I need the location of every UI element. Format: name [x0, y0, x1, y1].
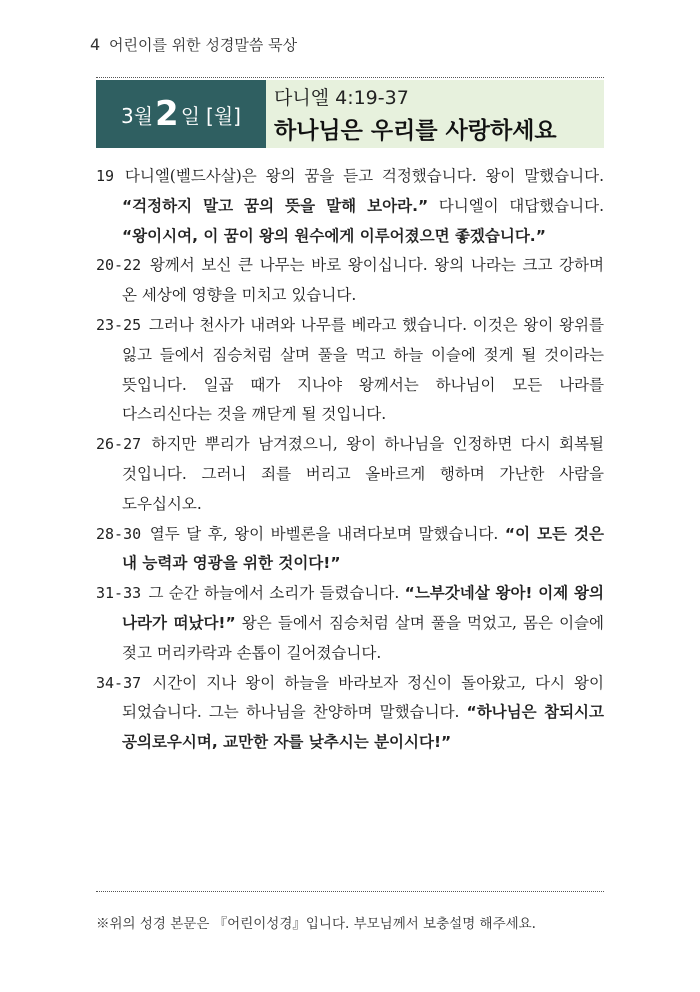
scripture-reference: 다니엘 4:19-37	[274, 87, 409, 109]
verse-text: 왕께서 보신 큰 나무는 바로 왕이십니다. 왕의 나라는 크고 강하며 온 세상에 영향을 미치고 있습니다.	[122, 256, 604, 305]
verse-text: 열두 달 후, 왕이 바벨론을 내려다보며 말했습니다.	[149, 524, 505, 543]
verse-number: 31-33	[96, 584, 142, 603]
footer-divider	[96, 891, 604, 892]
verse	[96, 520, 604, 580]
verse-text: 다니엘이 대답했습니다.	[428, 196, 604, 215]
header-divider	[96, 77, 604, 78]
verse	[96, 430, 604, 519]
verse-number: 19	[96, 167, 115, 185]
verse-quote: “이 모든 것은 내 능력과 영광을 위한 것이다!”	[122, 524, 604, 573]
devotion-title: 하나님은 우리를 사랑하세요	[274, 118, 557, 144]
verse-text: 그러나 천사가 내려와 나무를 베라고 했습니다. 이것은 왕이 왕위를 잃고 들에서 짐승처럼 살며 풀을 먹고 하늘 이슬에 젖게 될 것이라는 뜻입니다. 일곱 때가 지나야 왕께서는 하나님이 모든 나라를 다스리신다는 것을 깨닫게 될 것입니다.	[122, 315, 604, 424]
date-weekday: [월]	[206, 103, 241, 128]
verse-list	[96, 162, 604, 758]
title-area	[266, 80, 604, 148]
date-day: 2	[155, 94, 179, 134]
verse-number: 23-25	[96, 315, 142, 334]
verse-text: 시간이 지나 왕이 하늘을 바라보자 정신이 돌아왔고, 다시 왕이 되었습니다. 그는 하나님을 찬양하며 말했습니다.	[122, 673, 605, 722]
verse-text: 왕은 들에서 짐승처럼 살며 풀을 먹었고, 몸은 이슬에 젖고 머리카락과 손톱이 길어졌습니다.	[122, 613, 604, 662]
date-box	[96, 80, 266, 148]
verse-number: 26-27	[96, 435, 142, 454]
date-day-suffix: 일	[180, 103, 201, 128]
verse	[96, 579, 604, 668]
verse-text: 하지만 뿌리가 남겨졌으니, 왕이 하나님을 인정하면 다시 회복될 것입니다. 그러니 죄를 버리고 올바르게 행하며 가난한 사람을 도우십시오.	[122, 435, 604, 513]
page-header	[90, 34, 297, 55]
verse-number: 20-22	[96, 256, 142, 275]
verse-number: 28-30	[96, 524, 142, 543]
verse-quote: “느부갓네살 왕아! 이제 왕의 나라가 떠났다!”	[122, 584, 604, 632]
verse-number: 34-37	[96, 673, 142, 692]
verse-quote: “왕이시여, 이 꿈이 왕의 원수에게 이루어졌으면 좋겠습니다.”	[122, 226, 546, 245]
verse-quote: “걱정하지 말고 꿈의 뜻을 말해 보아라.”	[122, 196, 429, 215]
verse	[96, 669, 604, 758]
page-number: 4	[90, 35, 101, 54]
verse	[96, 251, 604, 311]
verse-text: 다니엘(벨드사살)은 왕의 꿈을 듣고 걱정했습니다. 왕이 말했습니다.	[124, 167, 604, 185]
date-month: 3월	[121, 103, 154, 128]
verse-quote: “하나님은 참되시고 공의로우시며, 교만한 자를 낮추시는 분이시다!”	[122, 703, 604, 752]
footnote: ※위의 성경 본문은 『어린이성경』입니다. 부모님께서 보충설명 해주세요.	[96, 916, 536, 932]
title-banner	[96, 80, 604, 148]
verse-text: 그 순간 하늘에서 소리가 들렸습니다.	[148, 584, 405, 603]
verse	[96, 311, 604, 430]
book-title: 어린이를 위한 성경말씀 묵상	[108, 36, 298, 54]
verse	[96, 162, 604, 251]
